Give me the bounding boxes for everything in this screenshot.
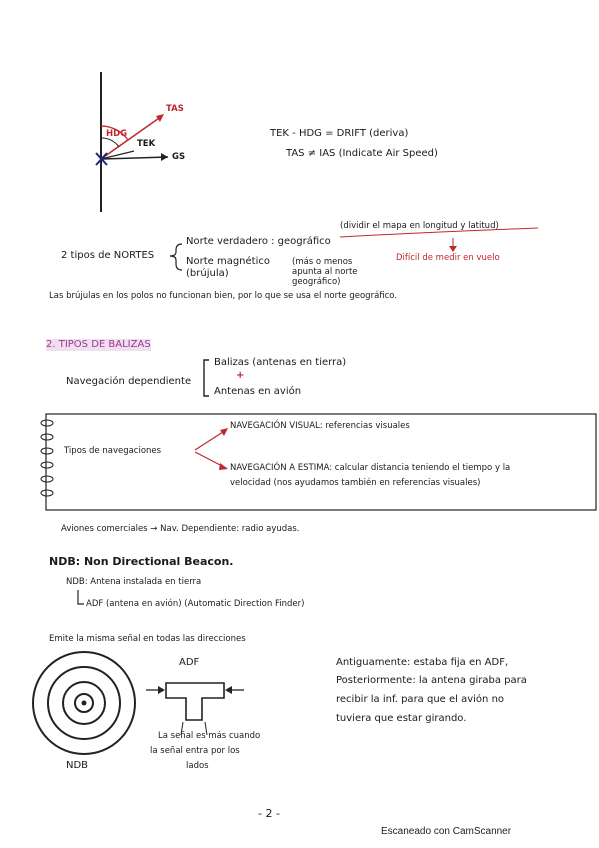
adf-left-arrowhead bbox=[158, 686, 165, 694]
senal-line1: La señal es más cuando bbox=[158, 731, 261, 741]
nortes-label: 2 tipos de NORTES bbox=[61, 250, 155, 261]
diagram-gs-vector bbox=[101, 157, 168, 159]
antiguamente-line3: recibir la inf. para que el avión no bbox=[336, 694, 505, 705]
label-tas: TAS bbox=[166, 104, 184, 114]
adf-antena: ADF (antena en avión) (Automatic Direction Finder) bbox=[86, 599, 305, 609]
dificil-medir: Difícil de medir en vuelo bbox=[396, 253, 500, 263]
nortes-brace bbox=[170, 244, 182, 270]
nav-visual-arrowhead bbox=[220, 428, 228, 436]
ndb-title: NDB: Non Directional Beacon. bbox=[49, 555, 234, 568]
label-hdg: HDG bbox=[106, 129, 128, 139]
spiral-binding bbox=[41, 420, 53, 496]
adf-right-arrowhead bbox=[225, 686, 232, 694]
norte-magnetico-note: (más o menos apunta al norte geográfico) bbox=[292, 257, 358, 287]
emite-senal: Emite la misma señal en todas las direcciones bbox=[49, 634, 246, 644]
nav-estima-line1: NAVEGACIÓN A ESTIMA: calcular distancia teniendo el tiempo y la bbox=[230, 463, 511, 473]
ndb-antena: NDB: Antena instalada en tierra bbox=[66, 577, 202, 587]
nav-tipos-label: Tipos de navegaciones bbox=[64, 446, 162, 456]
norte-verdadero: Norte verdadero : geográfico bbox=[186, 236, 331, 247]
senal-line2: la señal entra por los bbox=[150, 746, 240, 756]
ndb-center-dot bbox=[82, 701, 87, 706]
balizas-plus: + bbox=[236, 370, 245, 381]
balizas-tierra: Balizas (antenas en tierra) bbox=[214, 357, 347, 368]
formula-tas-ias: TAS ≠ IAS (Indicate Air Speed) bbox=[286, 148, 438, 159]
adf-hook-arrow bbox=[78, 590, 84, 604]
difficult-arrowhead bbox=[449, 246, 457, 252]
nav-visual-arrow bbox=[195, 430, 226, 450]
antiguamente-line4: tuviera que estar girando. bbox=[336, 713, 467, 724]
scanner-watermark: Escaneado con CamScanner bbox=[381, 826, 512, 837]
nav-estima-line2: velocidad (nos ayudamos también en referencias visuales) bbox=[230, 478, 481, 488]
tek-angle-arc bbox=[101, 138, 119, 147]
adf-antenna-shape bbox=[166, 683, 224, 720]
antiguamente-line2: Posteriormente: la antena giraba para bbox=[336, 675, 527, 686]
norte-verdadero-note: (dividir el mapa en longitud y latitud) bbox=[340, 221, 499, 231]
balizas-heading: 2. TIPOS DE BALIZAS bbox=[46, 339, 151, 350]
nav-visual: NAVEGACIÓN VISUAL: referencias visuales bbox=[230, 421, 410, 431]
page-number: - 2 - bbox=[258, 807, 280, 820]
nav-estima-arrowhead bbox=[219, 463, 228, 470]
tas-arrowhead bbox=[156, 114, 164, 122]
ndb-label: NDB bbox=[66, 760, 89, 771]
nav-dependiente: Navegación dependiente bbox=[66, 376, 192, 387]
norte-magnetico: Norte magnético (brújula) bbox=[186, 256, 270, 279]
adf-label: ADF bbox=[179, 657, 200, 668]
senal-line3: lados bbox=[186, 761, 209, 771]
balizas-bracket bbox=[204, 360, 209, 396]
gs-arrowhead bbox=[161, 153, 168, 161]
label-tek: TEK bbox=[137, 139, 156, 149]
antiguamente-line1: Antiguamente: estaba fija en ADF, bbox=[336, 657, 509, 668]
formula-drift: TEK - HDG = DRIFT (deriva) bbox=[270, 128, 409, 139]
balizas-avion: Antenas en avión bbox=[214, 386, 302, 397]
label-gs: GS bbox=[172, 152, 186, 162]
brujulas-note: Las brújulas en los polos no funcionan bien, por lo que se usa el norte geográfico. bbox=[49, 291, 398, 301]
aviones-comerciales: Aviones comerciales → Nav. Dependiente: radio ayudas. bbox=[61, 524, 300, 534]
